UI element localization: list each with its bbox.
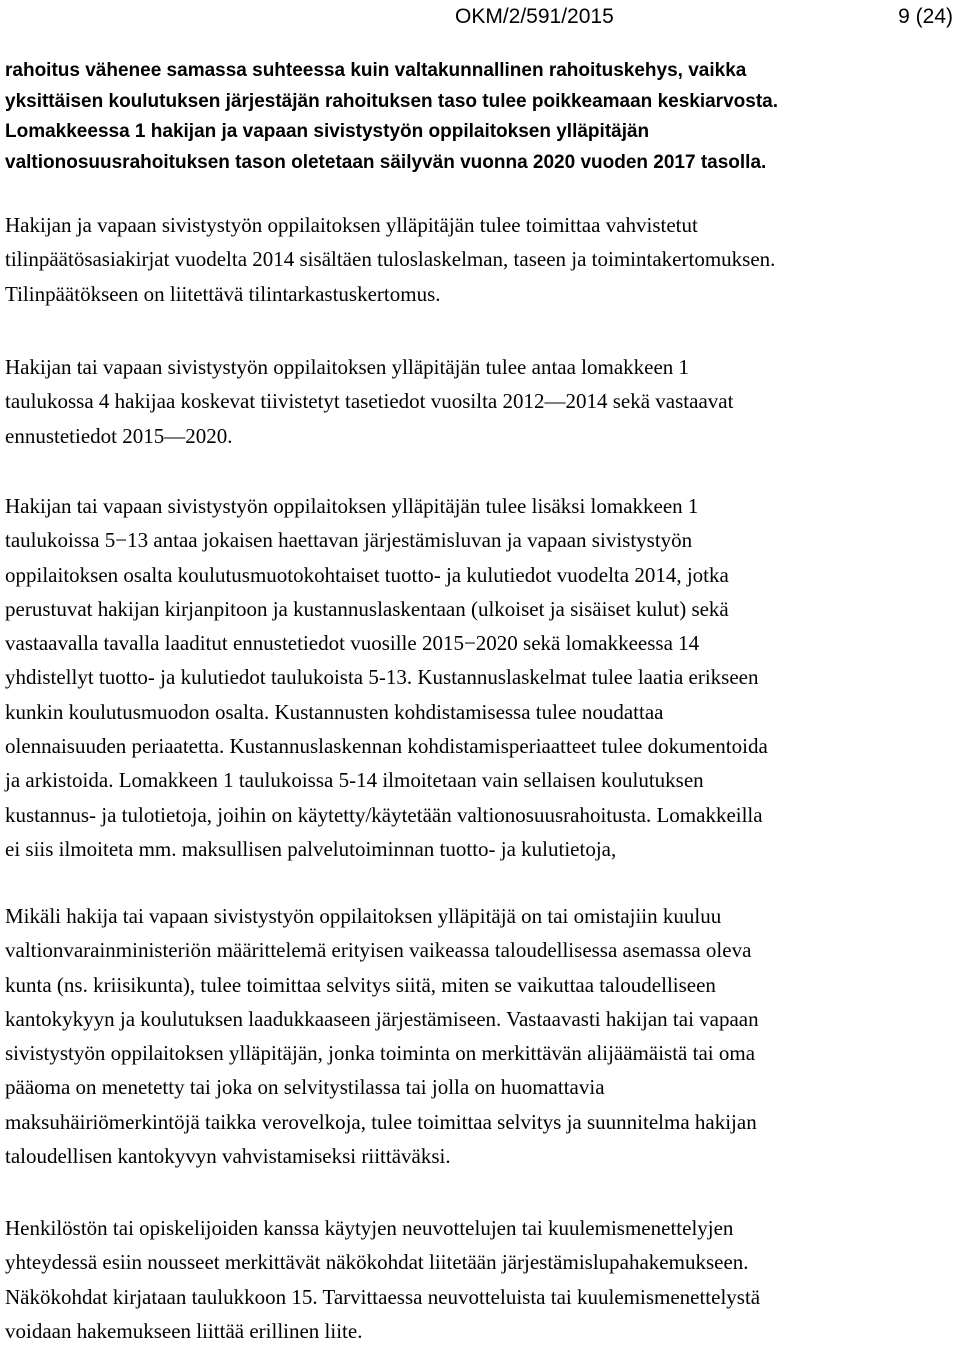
text-line: Hakijan tai vapaan sivistystyön oppilaitoksen ylläpitäjän tulee lisäksi lomakkeen 1 bbox=[5, 494, 699, 518]
text-line: ei siis ilmoiteta mm. maksullisen palvelutoiminnan tuotto- ja kulutietoja, bbox=[5, 836, 617, 861]
text-line: valtionvarainministeriön määrittelemä erityisen vaikeassa taloudellisessa asemassa oleva bbox=[5, 938, 752, 963]
paragraph-funding-summary bbox=[5, 56, 955, 178]
text-line: ja arkistoida. Lomakkeen 1 taulukoissa 5-14 ilmoitetaan vain sellaisen koulutuksen bbox=[5, 768, 704, 793]
text-line: kunta (ns. kriisikunta), tulee toimittaa selvitys siitä, miten se vaikuttaa taloudelliseen bbox=[5, 972, 716, 997]
text-line: Henkilöstön tai opiskelijoiden kanssa käytyjen neuvottelujen tai kuulemismenettelyjen bbox=[5, 1216, 734, 1240]
text-line: kunkin koulutusmuodon osalta. Kustannusten kohdistamisessa tulee noudattaa bbox=[5, 699, 664, 724]
paragraph-negotiations bbox=[5, 1211, 760, 1348]
text-line: yksittäisen koulutuksen järjestäjän rahoituksen taso tulee poikkeamaan keskiarvosta. bbox=[5, 90, 778, 112]
text-line: yhdistellyt tuotto- ja kulutiedot taulukoista 5-13. Kustannuslaskelmat tulee laatia erikseen bbox=[5, 665, 759, 690]
text-line: valtionosuusrahoituksen tason oletetaan säilyvän vuonna 2020 vuoden 2017 tasolla. bbox=[5, 151, 767, 173]
text-line: oppilaitoksen osalta koulutusmuotokohtaiset tuotto- ja kulutiedot vuodelta 2014, jotka bbox=[5, 562, 729, 587]
text-line: yhteydessä esiin nousseet merkittävät näkökohdat liitetään järjestämislupahakemukseen. bbox=[5, 1250, 749, 1275]
text-line: Mikäli hakija tai vapaan sivistystyön oppilaitoksen ylläpitäjä on tai omistajiin kuuluu bbox=[5, 904, 722, 928]
text-line: Lomakkeessa 1 hakijan ja vapaan sivistystyön oppilaitoksen ylläpitäjän bbox=[5, 121, 650, 142]
text-line: vastaavalla tavalla laaditut ennustetiedot vuosille 2015−2020 sekä lomakkeessa 14 bbox=[5, 631, 700, 656]
paragraph-cost-accounting bbox=[5, 489, 768, 866]
text-line: perustuvat hakijan kirjanpitoon ja kustannuslaskentaan (ulkoiset ja sisäiset kulut) sekä bbox=[5, 596, 729, 621]
document-body bbox=[5, 56, 955, 1343]
text-line: Hakijan tai vapaan sivistystyön oppilaitoksen ylläpitäjän tulee antaa lomakkeen 1 bbox=[5, 355, 690, 379]
text-line: tilinpäätösasiakirjat vuodelta 2014 sisältäen tuloslaskelman, taseen ja toimintakertomuksen. bbox=[5, 247, 776, 272]
text-line: Näkökohdat kirjataan taulukkoon 15. Tarvittaessa neuvotteluista tai kuulemismenettelystä bbox=[5, 1284, 761, 1309]
paragraph-financial-statements bbox=[5, 208, 775, 311]
text-line: taulukoissa 5−13 antaa jokaisen haettavan järjestämisluvan ja vapaan sivistystyön bbox=[5, 528, 693, 553]
text-line: taloudellisen kantokyvyn vahvistamiseksi riittäväksi. bbox=[5, 1144, 451, 1169]
text-line: taulukossa 4 hakijaa koskevat tiivistetyt tasetiedot vuosilta 2012—2014 sekä vastaavat bbox=[5, 389, 734, 414]
document-id: OKM/2/591/2015 bbox=[455, 5, 614, 28]
text-line: kustannus- ja tulotietoja, joihin on käytetty/käytetään valtionosuusrahoitusta. Lomakkeilla bbox=[5, 802, 763, 827]
text-line: pääoma on menetetty tai joka on selvitystilassa tai jolla on huomattavia bbox=[5, 1075, 605, 1100]
text-line: kantokykyyn ja koulutuksen laadukkaaseen järjestämiseen. Vastaavasti hakijan tai vapaan bbox=[5, 1006, 759, 1031]
text-line: maksuhäiriömerkintöjä taikka verovelkoja, tulee toimittaa selvitys ja suunnitelma hakijan bbox=[5, 1109, 757, 1134]
page-number: 9 (24) bbox=[898, 5, 953, 28]
text-line: sivistystyön oppilaitoksen ylläpitäjän, jonka toiminta on merkittävän alijäämäistä tai oma bbox=[5, 1041, 756, 1066]
text-line: voidaan hakemukseen liittää erillinen liite. bbox=[5, 1318, 363, 1343]
paragraph-balance-sheet bbox=[5, 350, 733, 453]
page-header bbox=[0, 3, 960, 33]
text-line: ennustetiedot 2015—2020. bbox=[5, 423, 233, 448]
text-line: Tilinpäätökseen on liitettävä tilintarkastuskertomus. bbox=[5, 281, 441, 306]
text-line: Hakijan ja vapaan sivistystyön oppilaitoksen ylläpitäjän tulee toimittaa vahvistetut bbox=[5, 213, 698, 237]
paragraph-crisis-municipality bbox=[5, 899, 759, 1173]
text-line: olennaisuuden periaatetta. Kustannuslaskennan kohdistamisperiaatteet tulee dokumentoida bbox=[5, 734, 768, 759]
text-line: rahoitus vähenee samassa suhteessa kuin valtakunnallinen rahoituskehys, vaikka bbox=[5, 60, 747, 81]
